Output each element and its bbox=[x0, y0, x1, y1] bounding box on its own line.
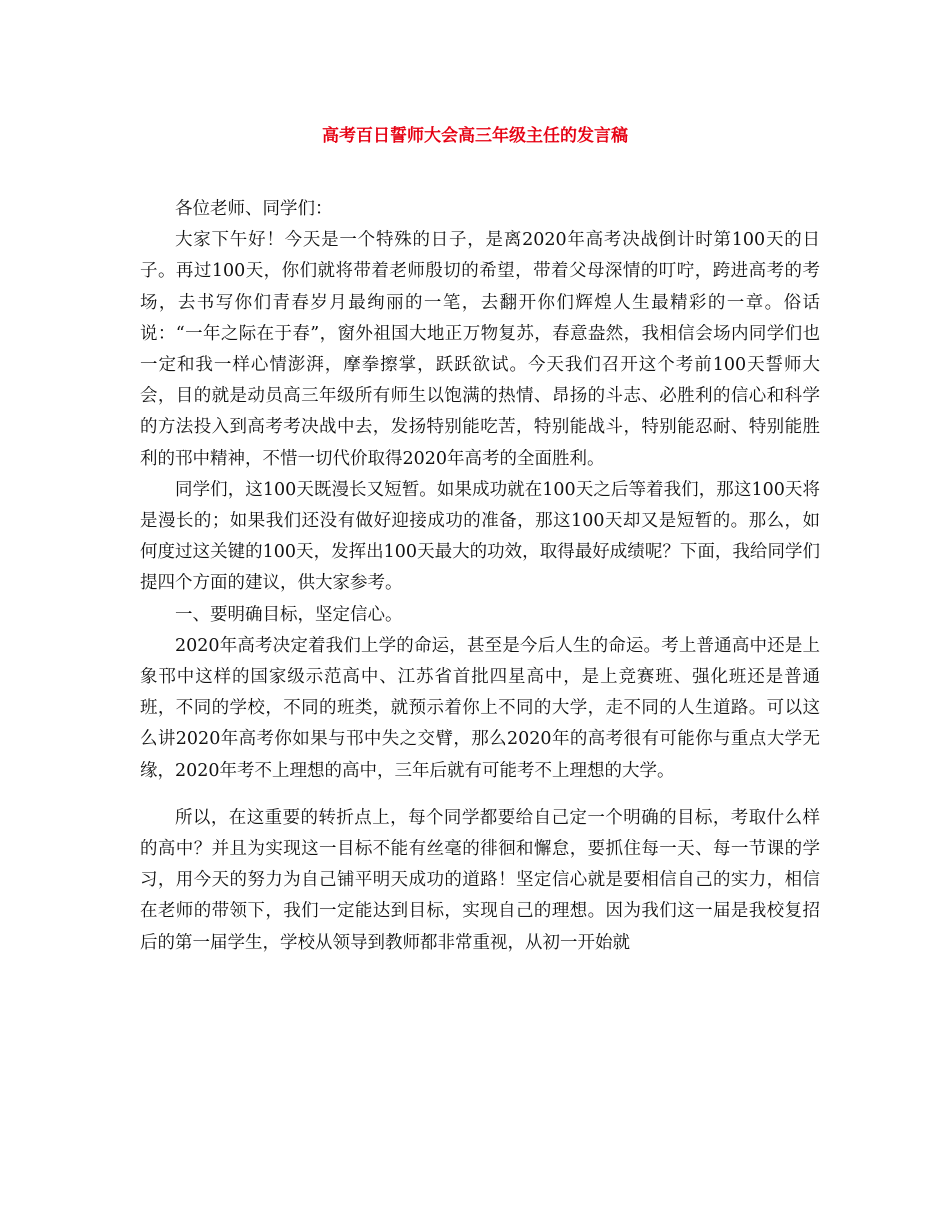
document-title: 高考百日誓师大会高三年级主任的发言稿 bbox=[322, 126, 628, 146]
paragraph-greeting: 各位老师、同学们： bbox=[175, 199, 333, 219]
paragraph-set-goals: 所以，在这重要的转折点上，每个同学都要给自己定一个明确的目标，考取什么样的高中？并且为实现这一目标不能有丝毫的徘徊和懈怠，要抓住每一天、每一节课的学习，用今天的努力为自己铺平明天成功的道路！坚定信心就是要相信自己的实力，相信在老师的带领下，我们一定能达到目标，实现自己的理想。因为我们这一届是我校复招后的第一届学生，学校从领导到教师都非常重视，从初一开始就 bbox=[140, 807, 820, 953]
section-heading-1: 一、要明确目标，坚定信心。 bbox=[175, 604, 403, 625]
paragraph-opening: 大家下午好！今天是一个特殊的日子，是离2020年高考决战倒计时第100天的日子。再过100天，你们就将带着老师殷切的希望，带着父母深情的叮咛，跨进高考的考场，去书写你们青春岁月最绚丽的一笔，去翻开你们辉煌人生最精彩的一章。俗话说：“一年之际在于春”，窗外祖国大地正万物复苏，春意盎然，我相信会场内同学们也一定和我一样心情澎湃，摩拳擦掌，跃跃欲试。今天我们召开这个考前100天誓师大会，目的就是动员高三年级所有师生以饱满的热情、昂扬的斗志、必胜利的信心和科学的方法投入到高考考决战中去，发扬特别能吃苦，特别能战斗，特别能忍耐、特别能胜利的邗中精神，不惜一切代价取得2020年高考的全面胜利。 bbox=[140, 230, 820, 469]
paragraph-100-days: 同学们，这100天既漫长又短暂。如果成功就在100天之后等着我们，那这100天将是漫长的；如果我们还没有做好迎接成功的准备，那这100天却又是短暂的。那么，如何度过这关键的100天，发挥出100天最大的功效，取得最好成绩呢？下面，我给同学们提四个方面的建议，供大家参考。 bbox=[140, 479, 820, 594]
paragraph-exam-importance: 2020年高考决定着我们上学的命运，甚至是今后人生的命运。考上普通高中还是上象邗中这样的国家级示范高中、江苏省首批四星高中，是上竞赛班、强化班还是普通班，不同的学校，不同的班类，就预示着你上不同的大学，走不同的人生道路。可以这么讲2020年高考你如果与邗中失之交臂，那么2020年的高考很有可能你与重点大学无缘，2020年考不上理想的高中，三年后就有可能考不上理想的大学。 bbox=[140, 635, 820, 781]
document-body bbox=[140, 194, 820, 959]
